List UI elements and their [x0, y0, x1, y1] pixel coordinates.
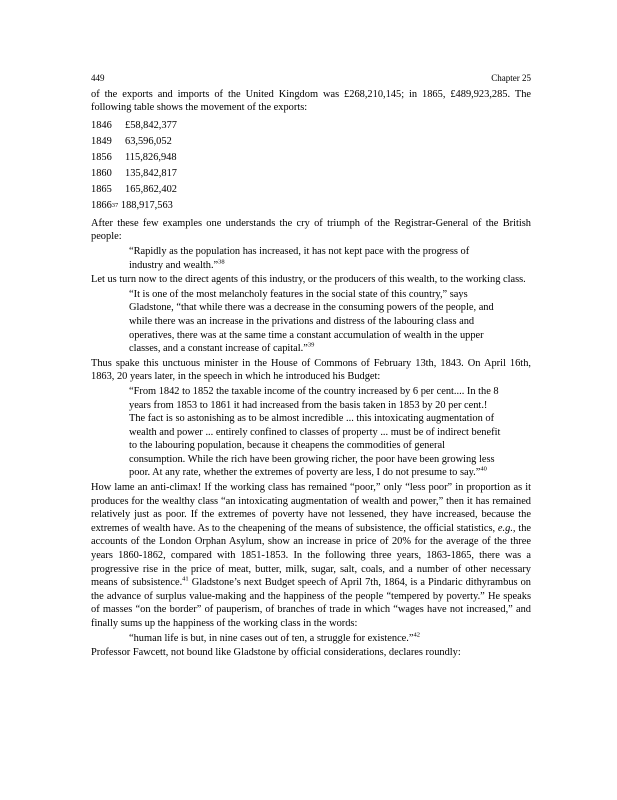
export-value: 188,917,563 — [120, 199, 173, 211]
export-year: 1846 — [91, 119, 112, 131]
footnote-ref: 39 — [307, 341, 315, 349]
export-row — [91, 134, 531, 150]
export-year: 1866 — [91, 199, 112, 211]
export-value: 165,862,402 — [125, 183, 177, 195]
quote-registrar — [129, 245, 501, 272]
export-year: 1849 — [91, 135, 112, 147]
footnote-ref: 38 — [218, 258, 225, 266]
export-row — [91, 150, 531, 166]
export-row: 1866 37 188,917,563 — [91, 199, 173, 211]
page-header — [91, 72, 531, 86]
exports-table — [91, 118, 531, 214]
export-row — [91, 182, 531, 198]
export-row — [91, 166, 531, 182]
quote-text: “Rapidly as the population has increased, it has not kept pace with the progress of industry and wealth.” — [129, 245, 470, 271]
export-value: 135,842,817 — [125, 167, 177, 179]
export-year: 1856 — [91, 151, 112, 163]
quote-text: “It is one of the most melancholy features in the social state of this country,” says Gladstone, “that while there was a decrease in the consuming powers of the people, and while there was an increase in the privations and distress of the labouring class and operatives, there was at the same time a constant accumulation of wealth in the upper classes, and a constant increase of capital.” — [129, 288, 494, 355]
paragraph-budget: Thus spake this unctuous minister in the House of Commons of February 13th, 1843. On April 16th, 1863, 20 years later, in the speech in which he introduced his Budget: — [91, 357, 531, 383]
document-page — [91, 72, 531, 660]
quote-gladstone-1863 — [129, 385, 501, 480]
export-value: 63,596,052 — [125, 135, 172, 147]
paragraph-working-class: Let us turn now to the direct agents of this industry, or the producers of this wealth, to the working class. — [91, 274, 526, 286]
quote-text: “human life is but, in nine cases out of ten, a struggle for existence.” — [129, 632, 414, 644]
footnote-ref: 42 — [413, 631, 420, 639]
export-value: £58,842,377 — [125, 119, 177, 131]
paragraph-fawcett: Professor Fawcett, not bound like Gladstone by official considerations, declares roundly: — [91, 647, 461, 659]
footnote-ref: 40 — [480, 466, 487, 473]
export-year: 1865 — [91, 183, 112, 195]
intro-paragraph: of the exports and imports of the United Kingdom was £268,210,145; in 1865, £489,923,285. The following table shows the movement of the exports: — [91, 88, 531, 114]
quote-struggle — [129, 632, 501, 646]
quote-gladstone-1843 — [129, 288, 501, 356]
export-value: 115,826,948 — [125, 151, 177, 163]
page-number: 449 — [91, 73, 105, 83]
chapter-label: Chapter 25 — [491, 73, 531, 83]
quote-text: “From 1842 to 1852 the taxable income of the country increased by 6 per cent.... In the 8 years from 1853 to 1861 it had increased from the basis taken in 1853 by 20 per cent.! The fact is so astonishing as to be almost incredible ... this intoxicating augmentation of wealth and power ... entirely confined to classes of property ... must be of indirect benefit to the labouring population, because it cheapens the commodities of general consumption. While the rich have been growing richer, the poor have been growing less poor. At any rate, whether the extremes of poverty are less, I do not presume to say.” — [129, 385, 501, 479]
paragraph-anticlimax: How lame an anti-climax! If the working class has remained “poor,” only “less poor” in proportion as it produces for the wealthy class “an intoxicating augmentation of wealth and power,” then it has remained relatively just as poor. If the extremes of poverty have not lessened, they have increased, because the extremes of wealth have. As to the cheapening of the means of subsistence, the official statistics, e.g., the accounts of the London Orphan Asylum, show an increase in price of 20% for the average of the three years 1860-1862, compared with 1851-1853. In the following three years, 1863-1865, there was a progressive rise in the price of meat, butter, milk, sugar, salt, coals, and a number of other necessary means of subsistence.$^{41}$ Gladstone’s next Budget speech of April 7th, 1864, is a Pindaric dithyrambus on the advance of surplus value-making and the happiness of the people “tempered by poverty.” He speaks of masses “on the border” of pauperism, of branches of trade in which “wages have not increased,” and finally sums up the happiness of the working class in the words: — [91, 482, 532, 629]
export-row — [91, 118, 531, 134]
paragraph-registrar: After these few examples one understands the cry of triumph of the Registrar-General of the British people: — [91, 217, 531, 243]
emphasis: e.g., — [497, 522, 516, 534]
footnote-ref: 41 — [182, 575, 189, 583]
export-year: 1860 — [91, 167, 112, 179]
